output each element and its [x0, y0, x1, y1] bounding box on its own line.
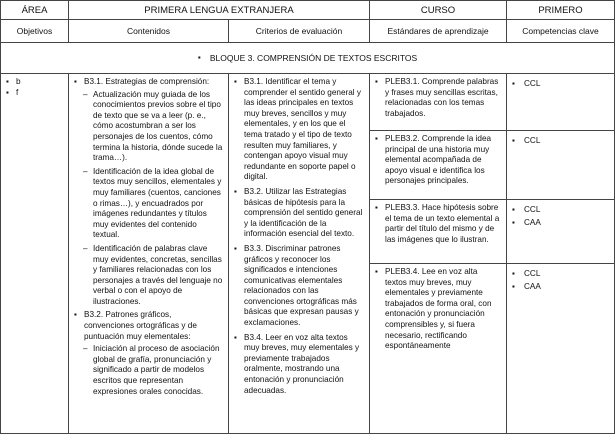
area-label: ÁREA: [1, 1, 69, 20]
criterio-item: ▪ B3.2. Utilizar las Estrategias básicas de hipótesis para la comprensión del sentido general y la identificación de la información esencial del texto.: [234, 187, 364, 240]
competencia-item: ▪ CCL: [512, 267, 609, 280]
column-header-row: [1, 20, 615, 43]
col-estandares: Estándares de aprendizaje: [370, 20, 507, 43]
curso-value: PRIMERO: [507, 1, 615, 20]
estandar-item: ▪ PLEB3.1. Comprende palabras y frases muy sencillas escritas, relacionadas con los temas trabajados.: [375, 77, 501, 119]
block-title: [198, 53, 417, 63]
competencia-item: ▪ CCL: [512, 77, 609, 90]
criterio-item: ▪ B3.3. Discriminar patrones gráficos y reconocer los significados e intenciones comunicativas elementales relacionados con las convenciones ortográficas más básicas que expresan pausas y exclamaciones.: [234, 244, 364, 329]
area-value: PRIMERA LENGUA EXTRANJERA: [69, 1, 370, 20]
estandar-item: ▪ PLEB3.2. Comprende la idea principal de una historia muy elemental acompañada de apoyo visual e identifica los personajes principales.: [375, 134, 501, 187]
contenido-b31-item: – Identificación de palabras clave muy evidentes, concretas, sencillas y familiares relacionadas con los personajes a través del lenguaje no verbal o con el apoyo de ilustraciones.: [74, 244, 223, 308]
contenido-b31-item: – Actualización muy guiada de los conocimientos previos sobre el tipo de texto que se va a leer (p. e., cómo acostumbran a ser los personajes de los cuentos, cómo termina la historia, dónde sucede la trama…).: [74, 90, 223, 164]
competencia-item: ▪ CCL: [512, 134, 609, 147]
competencia-item: ▪ CAA: [512, 280, 609, 293]
contenido-b32-title: ▪ B3.2. Patrones gráficos, convenciones ortográficas y de puntuación muy elementales:: [74, 310, 223, 342]
contenidos-cell: [69, 74, 229, 434]
col-competencias: Competencias clave: [507, 20, 615, 43]
competencia-item: ▪ CAA: [512, 216, 609, 229]
curso-label: CURSO: [370, 1, 507, 20]
block-title-text: BLOQUE 3. COMPRENSIÓN DE TEXTOS ESCRITOS: [209, 53, 418, 63]
col-contenidos: Contenidos: [69, 20, 229, 43]
contenido-b31-title: ▪ B3.1. Estrategias de comprensión:: [74, 77, 223, 88]
objetivos-cell: [1, 74, 69, 434]
criterio-item: ▪ B3.4. Leer en voz alta textos muy breves, muy elementales y previamente trabajados oralmente, mostrando una entonación y pronunciación adecuadas.: [234, 333, 364, 397]
col-objetivos: Objetivos: [1, 20, 69, 43]
block-title-row: [1, 43, 615, 74]
header-row: [1, 1, 615, 20]
estandar-item: ▪ PLEB3.3. Hace hipótesis sobre el tema de un texto elemental a partir del título del mismo y de las imágenes que lo ilustran.: [375, 203, 501, 245]
contenido-b32-item: – Iniciación al proceso de asociación global de grafía, pronunciación y significado a partir de modelos escritos que representan expresiones orales conocidas.: [74, 344, 223, 397]
competencia-item: ▪ CCL: [512, 203, 609, 216]
objetivo-item: ▪ b: [6, 77, 63, 88]
criterios-cell: [229, 74, 370, 434]
estandares-cell: [370, 74, 507, 434]
col-criterios: Criterios de evaluación: [229, 20, 370, 43]
estandar-item: ▪ PLEB3.4. Lee en voz alta textos muy breves, muy elementales y previamente trabajados de forma oral, con entonación y pronunciación comprensibles y, si fuera necesario, rectificando espontáneamente: [375, 267, 501, 352]
contenido-b31-item: – Identificación de la idea global de textos muy sencillos, elementales y muy familiares (cuentos, canciones o rimas…), y encuadrados por imágenes redundantes y títulos muy evidentes del contenido textual.: [74, 167, 223, 241]
content-row: [1, 74, 615, 434]
objetivo-item: ▪ f: [6, 88, 63, 99]
competencias-cell: [507, 74, 615, 434]
criterio-item: ▪ B3.1. Identificar el tema y comprender el sentido general y las ideas principales en textos muy breves, sencillos y muy elementales, y en los que el tema tratado y el tipo de texto resulten muy familiares, y contengan apoyo visual muy redundante en soporte papel o digital.: [234, 77, 364, 183]
